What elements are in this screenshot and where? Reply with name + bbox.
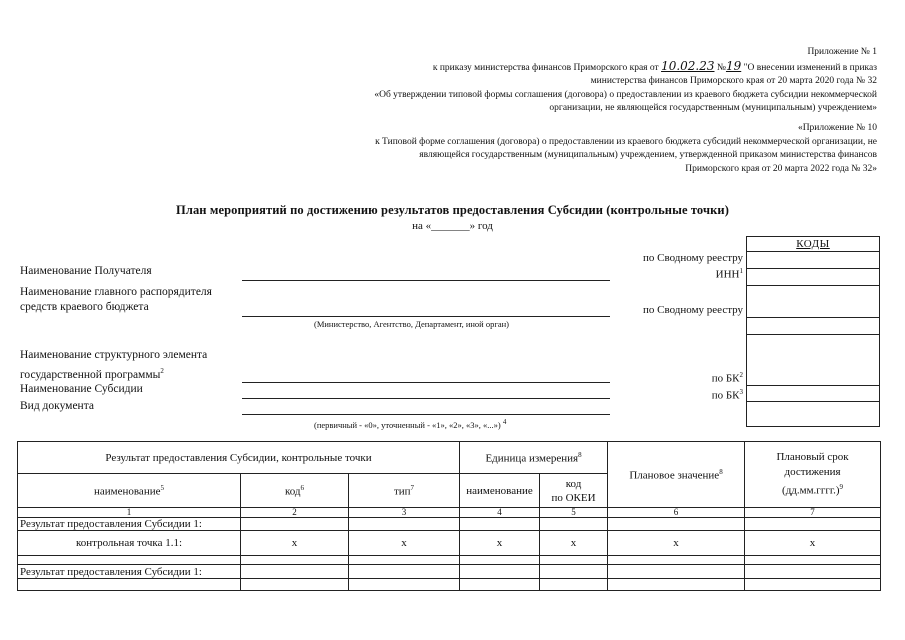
table-cell[interactable] <box>349 556 460 565</box>
table-cell[interactable]: x <box>745 531 881 556</box>
header-line-2-pre: к приказу министерства финансов Приморского края от <box>432 62 659 73</box>
registry-label-2: по Сводному реестру <box>643 304 743 316</box>
doctype-note-text: (первичный - «0», уточненный - «1», «2», «3», «...») <box>314 419 501 430</box>
form-title: План мероприятий по достижению результатов предоставления Субсидии (контрольные точки) <box>176 203 729 217</box>
subsidy-line[interactable] <box>242 398 610 399</box>
th-term-1: Плановый срок <box>776 451 849 464</box>
table-cell[interactable] <box>241 518 349 531</box>
table-row <box>18 565 881 579</box>
th-unit-footnote: 8 <box>578 450 582 459</box>
table-cell[interactable] <box>608 556 745 565</box>
table-cell[interactable] <box>745 518 881 531</box>
table-cell[interactable] <box>540 565 608 579</box>
th-okei-2: по ОКЕИ <box>551 491 596 504</box>
col-number: 6 <box>608 508 745 518</box>
table-cell[interactable] <box>608 579 745 591</box>
th-type-footnote: 7 <box>410 483 415 492</box>
inn-label <box>716 267 743 281</box>
doctype-line[interactable] <box>242 414 610 415</box>
table-cell[interactable] <box>349 579 460 591</box>
table-row <box>18 556 881 565</box>
table-cell[interactable] <box>540 556 608 565</box>
code-cell-divider <box>747 317 879 318</box>
th-name-text: наименование <box>94 485 161 498</box>
header-number-sign: № <box>716 62 726 73</box>
header-line-7: к Типовой форме соглашения (договора) о предоставлении из краевого бюджета субсидий некоммерческой организации, не <box>375 136 877 147</box>
th-plan-text: Плановое значение <box>629 469 720 482</box>
table-cell[interactable]: x <box>460 531 540 556</box>
header-line-3: министерства финансов Приморского края от 20 марта 2020 года № 32 <box>590 76 877 86</box>
table-cell[interactable] <box>460 565 540 579</box>
th-term-3-text: (дд.мм.гггг.) <box>782 484 840 497</box>
table-number-row <box>18 508 881 518</box>
struct-label-2 <box>20 364 164 383</box>
table-row <box>18 531 881 556</box>
code-cell-divider <box>747 401 879 402</box>
th-name-footnote: 5 <box>160 483 164 492</box>
header-line-6: «Приложение № 10 <box>797 123 877 133</box>
code-cell-divider <box>747 334 879 335</box>
table-cell[interactable] <box>460 556 540 565</box>
form-year: на «_______» год <box>412 220 493 232</box>
bk-label-1-text: по БК <box>711 372 740 385</box>
th-name <box>18 474 241 508</box>
doctype-footnote: 4 <box>502 418 507 426</box>
table-cell[interactable] <box>18 579 241 591</box>
table-cell[interactable] <box>745 579 881 591</box>
table-header-row <box>18 442 881 474</box>
header-line-5: организации, не являющейся государственным (муниципальным) учреждением» <box>549 103 877 113</box>
th-plan-footnote: 8 <box>719 467 723 476</box>
col-number: 7 <box>745 508 881 518</box>
table-row <box>18 518 881 531</box>
table-cell[interactable] <box>745 565 881 579</box>
table-cell[interactable]: x <box>349 531 460 556</box>
table-cell[interactable] <box>349 565 460 579</box>
th-code <box>241 474 349 508</box>
table-cell[interactable] <box>18 556 241 565</box>
table-cell[interactable] <box>460 518 540 531</box>
header-line-2 <box>374 60 877 76</box>
col-number: 4 <box>460 508 540 518</box>
th-unit-text: Единица измерения <box>485 452 579 465</box>
codes-box <box>746 236 880 427</box>
th-result: Результат предоставления Субсидии, контрольные точки <box>18 442 460 474</box>
th-okei-1: код <box>565 477 582 490</box>
result-row-label: Результат предоставления Субсидии 1: <box>18 518 241 531</box>
struct-label-1: Наименование структурного элемента <box>20 349 208 361</box>
recipient-line[interactable] <box>242 280 610 281</box>
struct-footnote: 2 <box>160 367 164 375</box>
doctype-note <box>314 418 506 430</box>
result-row-label: Результат предоставления Субсидии 1: <box>18 565 241 579</box>
table-cell[interactable] <box>241 565 349 579</box>
code-cell-divider <box>747 385 879 386</box>
table-cell[interactable] <box>241 556 349 565</box>
col-number: 1 <box>18 508 241 518</box>
table-cell[interactable] <box>241 579 349 591</box>
struct-label-2-text: государственной программы <box>20 368 161 381</box>
table-cell[interactable] <box>608 518 745 531</box>
bk-footnote-2: 3 <box>739 388 743 396</box>
bk-label-2 <box>712 388 743 402</box>
th-plan <box>608 442 745 508</box>
th-unit-name: наименование <box>460 474 540 508</box>
table-cell[interactable] <box>349 518 460 531</box>
manager-note: (Министерство, Агентство, Департамент, иной орган) <box>314 319 509 329</box>
table-cell[interactable] <box>608 565 745 579</box>
table-cell[interactable]: x <box>241 531 349 556</box>
th-unit <box>460 442 608 474</box>
manager-label-1: Наименование главного распорядителя <box>20 286 212 298</box>
codes-header: КОДЫ <box>747 237 879 252</box>
table-cell[interactable] <box>540 579 608 591</box>
table-cell[interactable] <box>540 518 608 531</box>
registry-label-1: по Сводному реестру <box>643 252 743 264</box>
col-number: 3 <box>349 508 460 518</box>
appendix-header-2 <box>375 122 877 176</box>
table-cell[interactable]: x <box>608 531 745 556</box>
manager-line[interactable] <box>242 316 610 317</box>
th-type-text: тип <box>393 485 411 498</box>
subsidy-label: Наименование Субсидии <box>20 383 143 395</box>
th-term-footnote: 9 <box>839 483 844 492</box>
control-points-table <box>17 441 881 591</box>
th-code-footnote: 6 <box>300 483 305 492</box>
table-row <box>18 579 881 591</box>
header-line-1: Приложение № 1 <box>807 47 877 57</box>
header-line-4: «Об утверждении типовой формы соглашения (договора) о предоставлении из краевого бюджета субсидии некоммерческой <box>374 89 877 100</box>
th-term-3 <box>747 480 878 499</box>
code-cell-divider <box>747 268 879 269</box>
struct-line[interactable] <box>242 382 610 383</box>
table-cell[interactable] <box>460 579 540 591</box>
order-date-handwritten: 10.02.23 <box>661 58 715 73</box>
inn-label-text: ИНН <box>715 268 740 281</box>
bk-footnote-1: 2 <box>739 371 743 379</box>
appendix-header <box>374 46 877 116</box>
control-point-label: контрольная точка 1.1: <box>18 531 241 556</box>
bk-label-1 <box>712 371 743 385</box>
table-cell[interactable]: x <box>540 531 608 556</box>
th-okei <box>540 474 608 508</box>
th-term-2: достижения <box>784 466 841 479</box>
inn-footnote: 1 <box>739 267 743 275</box>
recipient-label: Наименование Получателя <box>20 265 152 277</box>
table-cell[interactable] <box>745 556 881 565</box>
th-code-text: код <box>284 485 301 498</box>
col-number: 5 <box>540 508 608 518</box>
header-line-2-post: "О внесении изменений в приказ <box>743 62 877 73</box>
th-type <box>349 474 460 508</box>
manager-label-2: средств краевого бюджета <box>20 301 149 313</box>
header-line-8: являющейся государственным (муниципальным) учреждением, утвержденной приказом министерства финансов <box>419 150 877 160</box>
doctype-label: Вид документа <box>20 400 94 412</box>
order-number-handwritten: 19 <box>725 58 742 73</box>
header-line-9: Приморского края от 20 марта 2022 года № 32» <box>685 163 877 174</box>
col-number: 2 <box>241 508 349 518</box>
code-cell-divider <box>747 285 879 286</box>
th-term <box>745 442 881 508</box>
bk-label-2-text: по БК <box>711 389 740 402</box>
